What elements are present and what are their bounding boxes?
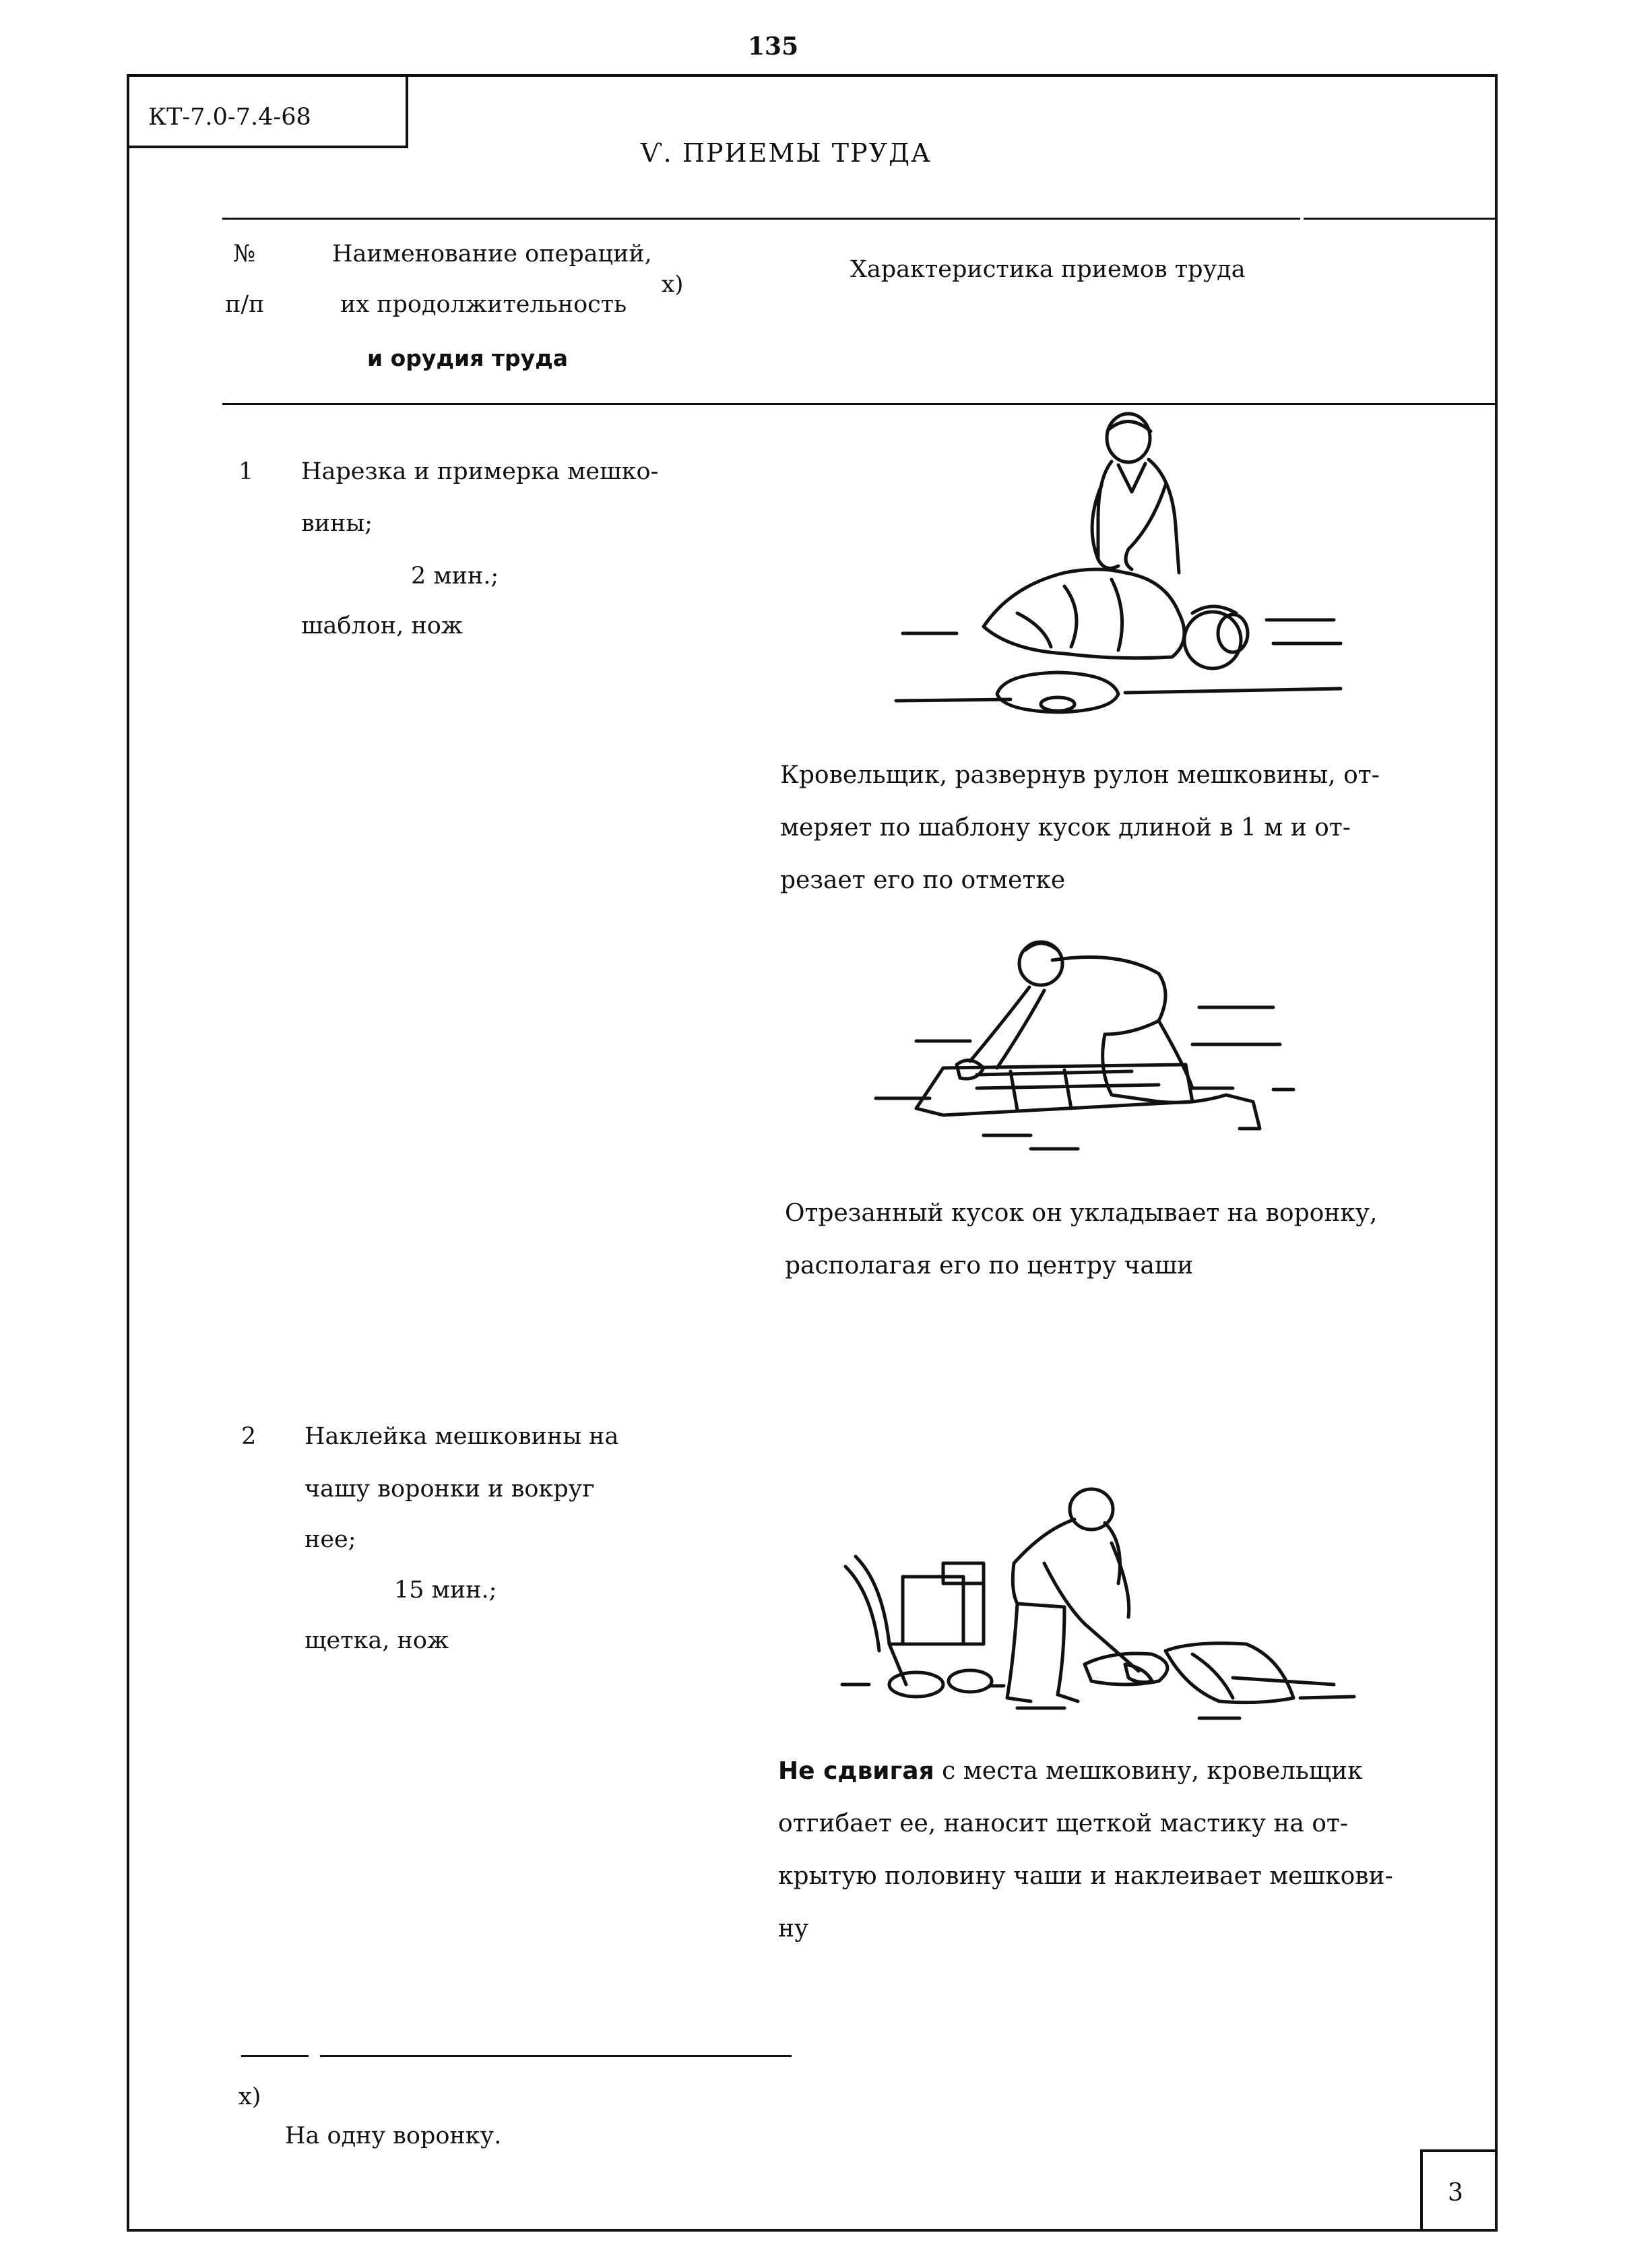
worker-unrolling-burlap-illustration: [896, 411, 1368, 728]
sheet-number: 3: [1448, 2179, 1463, 2207]
description-3: [778, 1745, 1393, 1955]
description-1: [780, 749, 1461, 907]
footnote-text: На одну воронку.: [285, 2122, 502, 2149]
doc-code: КТ-7.0-7.4-68: [148, 104, 311, 131]
operation-name-line: Нарезка и примерка мешко-: [301, 458, 659, 485]
page-number: 135: [748, 32, 799, 61]
header-number-label: №: [233, 241, 256, 267]
header-characteristic-label: Характеристика приемов труда: [850, 256, 1246, 283]
description-bold-lead: Не сдвигая: [778, 1757, 934, 1785]
worker-kneeling-placing-burlap-illustration: [876, 933, 1320, 1156]
section-title: Ѵ. ПРИЕМЫ ТРУДА: [640, 138, 932, 168]
doc-code-box: [127, 74, 408, 148]
operation-name-line: вины;: [301, 510, 373, 537]
footnote-rule-short: [241, 2055, 309, 2057]
description-line: резает его по отметке: [780, 867, 1066, 894]
header-top-rule-end: [1304, 218, 1498, 220]
operation-duration: 15 мин.;: [394, 1577, 497, 1604]
header-footnote-mark: х): [662, 271, 684, 298]
description-line: отгибает ее, наносит щеткой мастику на от-: [778, 1810, 1348, 1837]
description-line: меряет по шаблону кусок длиной в 1 м и от-: [780, 814, 1351, 842]
operation-number: 1: [238, 458, 254, 485]
operation-tools: щетка, нож: [305, 1627, 449, 1654]
description-line: с места мешковину, кровельщик: [942, 1757, 1363, 1785]
description-line: Отрезанный кусок он укладывает на воронку,: [785, 1199, 1378, 1227]
header-top-rule: [222, 218, 1300, 220]
sheet-number-box: [1420, 2149, 1498, 2232]
header-bottom-rule: [222, 403, 1498, 405]
header-number-sub-label: п/п: [225, 291, 265, 318]
footnote-mark: х): [238, 2083, 261, 2110]
header-operation-label: Наименование операций,: [332, 241, 652, 267]
operation-name-line: Наклейка мешковины на: [305, 1423, 619, 1450]
description-line: крытую половину чаши и наклеивает мешкови-: [778, 1862, 1393, 1890]
operation-name-line: нее;: [305, 1526, 356, 1553]
header-tools-label: и орудия труда: [367, 345, 569, 371]
operation-duration: 2 мин.;: [411, 563, 499, 590]
description-line: ну: [778, 1915, 809, 1943]
description-2: [785, 1187, 1377, 1292]
header-operation-duration-label: их продолжительность: [340, 291, 627, 318]
operation-number: 2: [241, 1423, 257, 1450]
description-line: располагая его по центру чаши: [785, 1252, 1194, 1280]
operation-name-line: чашу воронки и вокруг: [305, 1476, 595, 1503]
footnote-rule: [320, 2055, 792, 2057]
worker-brushing-mastic-illustration: [842, 1482, 1368, 1732]
operation-tools: шаблон, нож: [301, 612, 463, 639]
description-line: Кровельщик, развернув рулон мешковины, от-: [780, 761, 1380, 789]
